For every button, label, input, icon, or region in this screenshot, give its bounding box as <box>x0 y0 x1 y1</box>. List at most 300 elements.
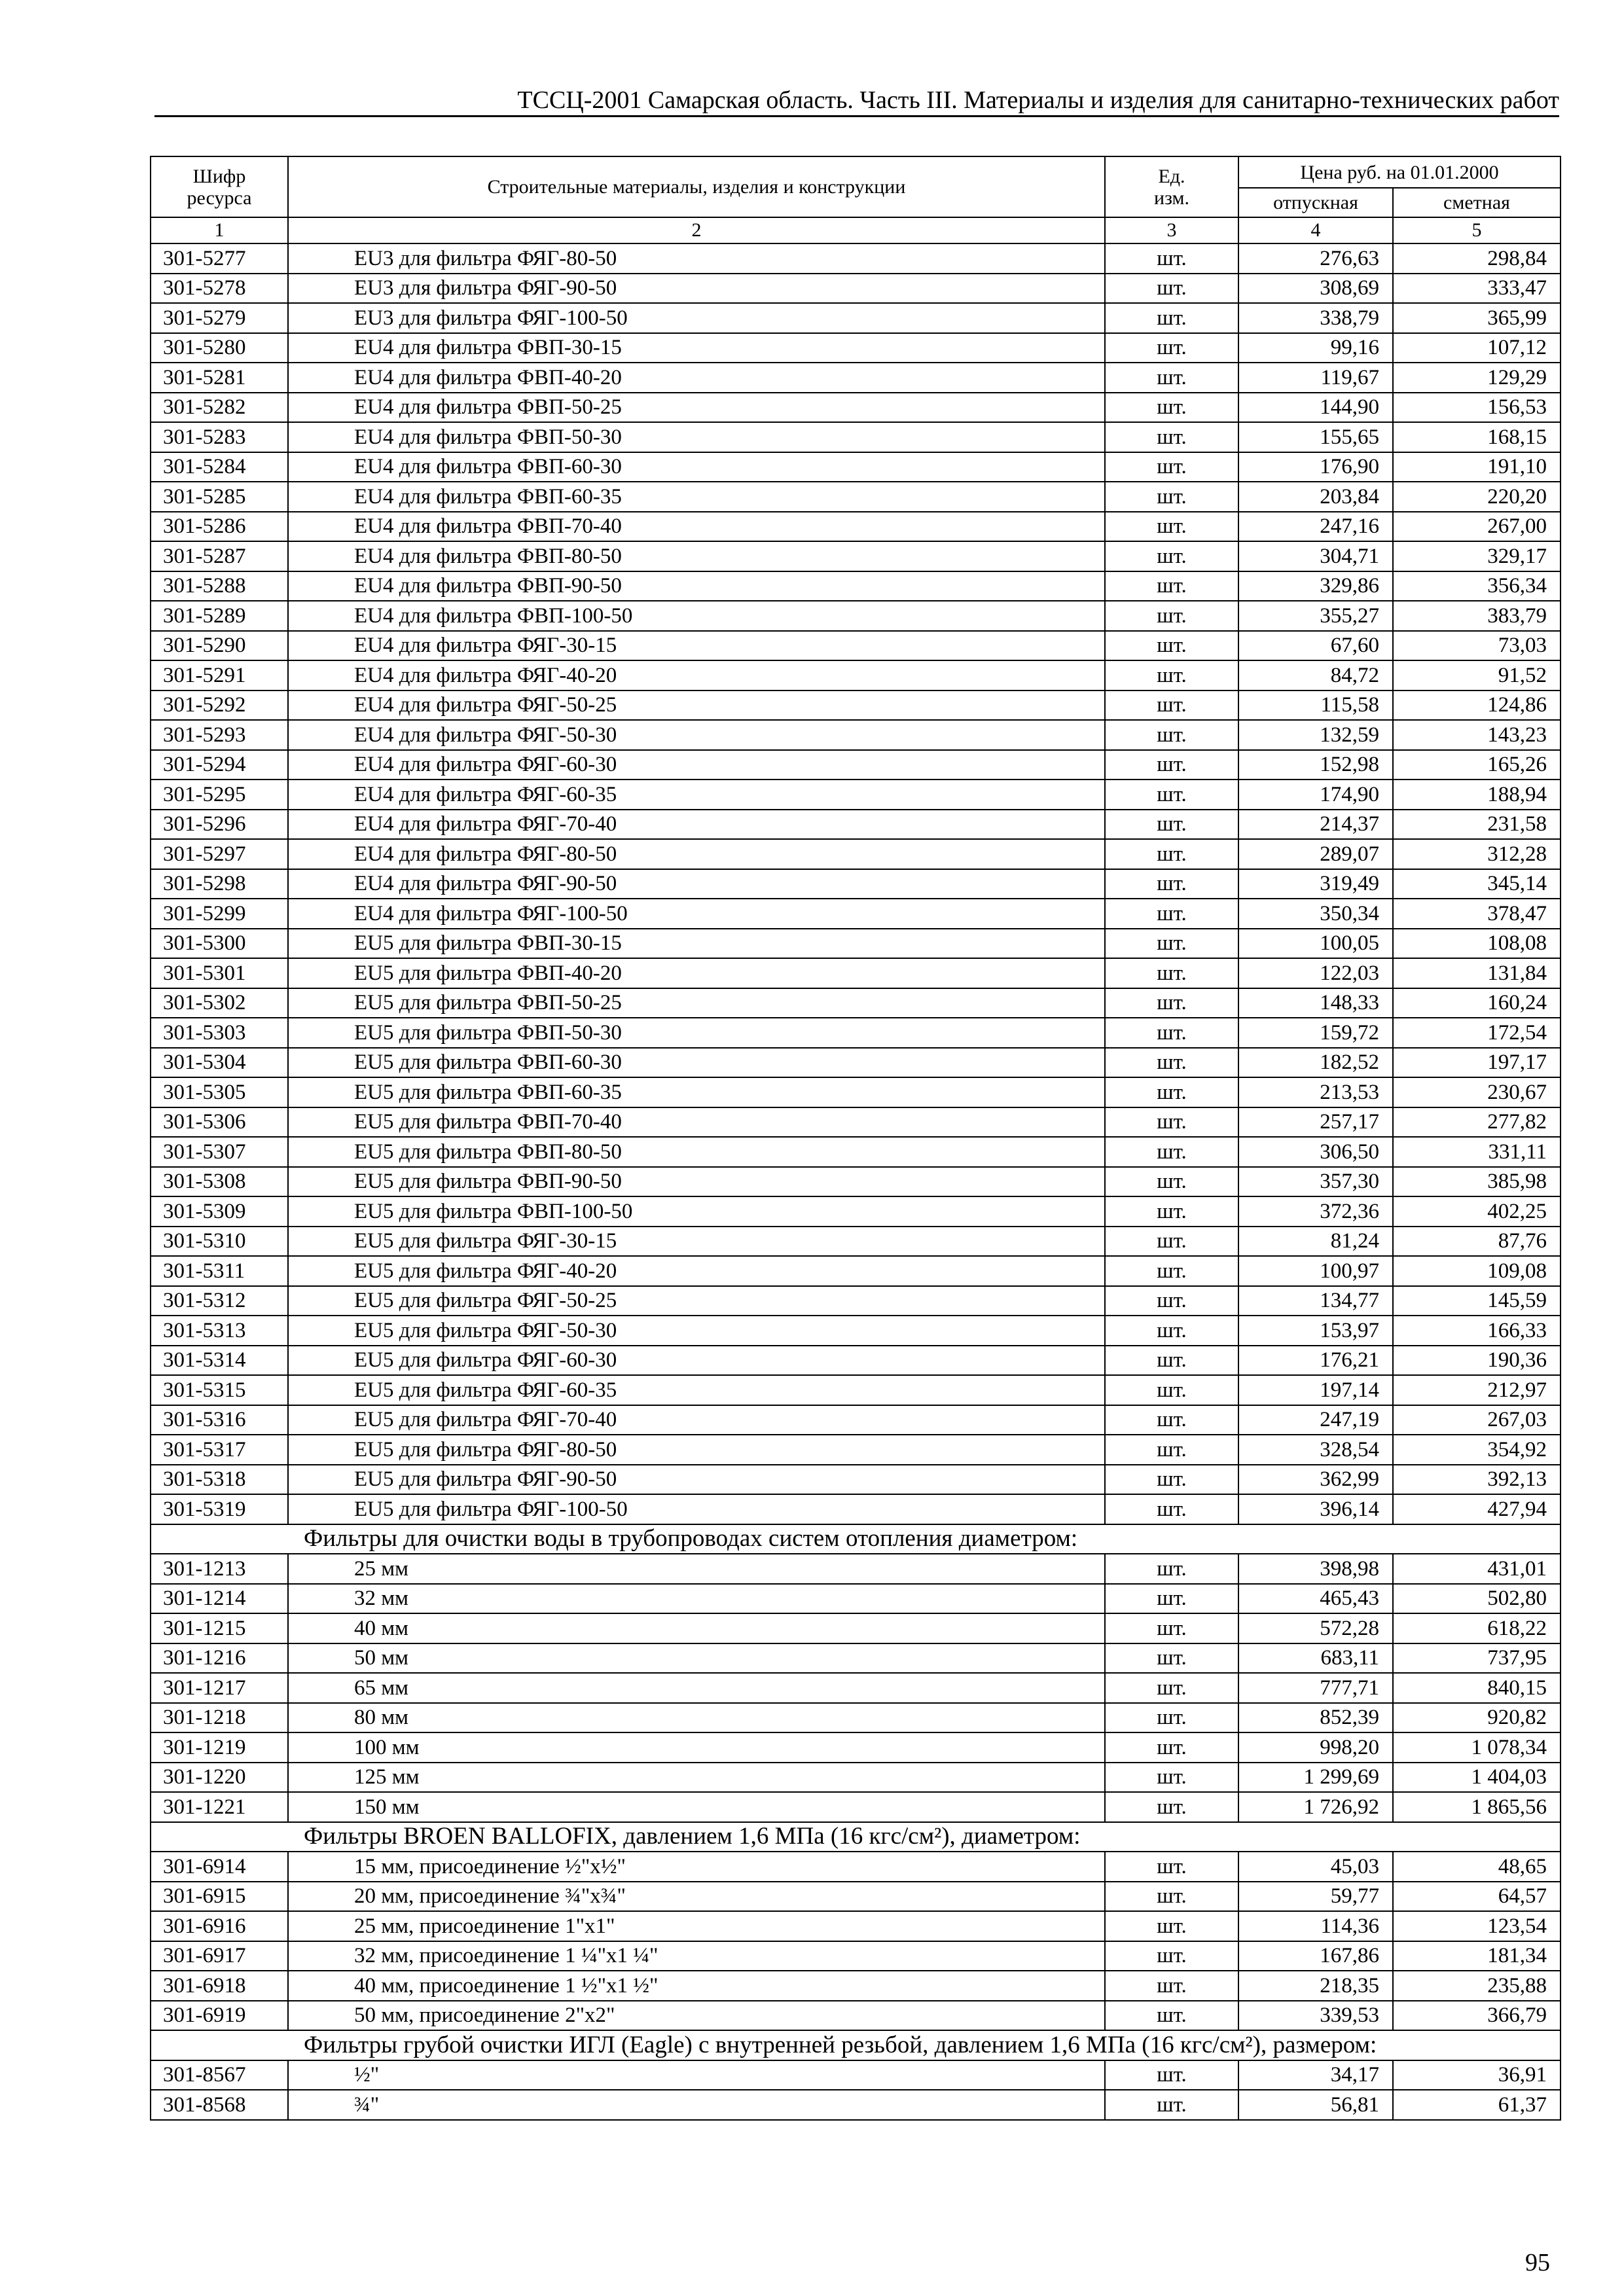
table-row <box>151 393 1561 423</box>
resource-code-cell: 301-5285 <box>151 482 288 512</box>
estimate-price-cell: 124,86 <box>1393 691 1561 721</box>
unit-cell: шт. <box>1105 750 1238 780</box>
material-name-cell: EU4 для фильтра ФВП-60-35 <box>288 482 1105 512</box>
unit-cell: шт. <box>1105 810 1238 840</box>
table-row <box>151 1673 1561 1703</box>
table-row <box>151 1137 1561 1167</box>
release-price-cell: 203,84 <box>1238 482 1393 512</box>
estimate-price-cell: 402,25 <box>1393 1196 1561 1227</box>
unit-cell: шт. <box>1105 2090 1238 2120</box>
unit-cell: шт. <box>1105 839 1238 869</box>
unit-cell: шт. <box>1105 660 1238 691</box>
resource-code-cell: 301-5300 <box>151 929 288 959</box>
material-name-cell: 50 мм, присоединение 2"х2" <box>288 2001 1105 2031</box>
unit-cell: шт. <box>1105 422 1238 452</box>
estimate-price-cell: 298,84 <box>1393 243 1561 274</box>
resource-code-cell: 301-5283 <box>151 422 288 452</box>
unit-cell: шт. <box>1105 899 1238 929</box>
material-name-cell: EU5 для фильтра ФВП-80-50 <box>288 1137 1105 1167</box>
unit-cell: шт. <box>1105 1316 1238 1346</box>
unit-cell: шт. <box>1105 363 1238 393</box>
column-number: 3 <box>1105 217 1238 243</box>
material-name-cell: EU4 для фильтра ФЯГ-50-25 <box>288 691 1105 721</box>
resource-code-cell: 301-5308 <box>151 1167 288 1197</box>
unit-cell: шт. <box>1105 958 1238 988</box>
unit-cell: шт. <box>1105 1613 1238 1643</box>
resource-code-cell: 301-5280 <box>151 333 288 363</box>
unit-cell: шт. <box>1105 601 1238 631</box>
table-row <box>151 1048 1561 1078</box>
material-name-cell: EU5 для фильтра ФЯГ-50-25 <box>288 1286 1105 1316</box>
unit-cell: шт. <box>1105 1256 1238 1286</box>
material-name-cell: 20 мм, присоединение ¾"х¾" <box>288 1882 1105 1912</box>
release-price-cell: 357,30 <box>1238 1167 1393 1197</box>
release-price-cell: 84,72 <box>1238 660 1393 691</box>
table-row <box>151 1107 1561 1138</box>
unit-cell: шт. <box>1105 1911 1238 1941</box>
estimate-price-cell: 267,03 <box>1393 1405 1561 1435</box>
release-price-cell: 67,60 <box>1238 631 1393 661</box>
release-price-cell: 1 726,92 <box>1238 1792 1393 1822</box>
release-price-cell: 115,58 <box>1238 691 1393 721</box>
resource-code-cell: 301-5289 <box>151 601 288 631</box>
material-name-cell: EU4 для фильтра ФЯГ-80-50 <box>288 839 1105 869</box>
release-price-cell: 182,52 <box>1238 1048 1393 1078</box>
column-numbers-row <box>151 217 1561 243</box>
material-name-cell: EU4 для фильтра ФЯГ-100-50 <box>288 899 1105 929</box>
material-name-cell: EU5 для фильтра ФЯГ-90-50 <box>288 1465 1105 1495</box>
estimate-price-cell: 267,00 <box>1393 512 1561 542</box>
resource-code-cell: 301-5277 <box>151 243 288 274</box>
resource-code-cell: 301-5292 <box>151 691 288 721</box>
estimate-price-cell: 618,22 <box>1393 1613 1561 1643</box>
table-row <box>151 1494 1561 1524</box>
material-name-cell: 25 мм <box>288 1554 1105 1584</box>
resource-code-cell: 301-5279 <box>151 303 288 333</box>
resource-code-cell: 301-1217 <box>151 1673 288 1703</box>
table-row <box>151 571 1561 601</box>
release-price-cell: 148,33 <box>1238 988 1393 1018</box>
resource-code-cell: 301-5288 <box>151 571 288 601</box>
release-price-cell: 276,63 <box>1238 243 1393 274</box>
unit-cell: шт. <box>1105 1792 1238 1822</box>
resource-code-cell: 301-5298 <box>151 869 288 899</box>
material-name-cell: 150 мм <box>288 1792 1105 1822</box>
resource-code-cell: 301-6916 <box>151 1911 288 1941</box>
release-price-cell: 159,72 <box>1238 1018 1393 1048</box>
table-row <box>151 512 1561 542</box>
unit-cell: шт. <box>1105 1465 1238 1495</box>
estimate-price-cell: 366,79 <box>1393 2001 1561 2031</box>
resource-code-cell: 301-5313 <box>151 1316 288 1346</box>
estimate-price-cell: 156,53 <box>1393 393 1561 423</box>
resource-code-cell: 301-5319 <box>151 1494 288 1524</box>
unit-cell: шт. <box>1105 1584 1238 1614</box>
material-name-cell: EU5 для фильтра ФВП-90-50 <box>288 1167 1105 1197</box>
estimate-price-cell: 212,97 <box>1393 1375 1561 1405</box>
resource-code-cell: 301-8567 <box>151 2060 288 2090</box>
resource-code-cell: 301-5314 <box>151 1346 288 1376</box>
unit-cell: шт. <box>1105 482 1238 512</box>
table-row <box>151 1613 1561 1643</box>
table-row <box>151 839 1561 869</box>
column-header-code: Шифр ресурса <box>151 156 288 217</box>
estimate-price-cell: 107,12 <box>1393 333 1561 363</box>
resource-code-cell: 301-5318 <box>151 1465 288 1495</box>
table-row <box>151 720 1561 750</box>
release-price-cell: 338,79 <box>1238 303 1393 333</box>
table-row <box>151 660 1561 691</box>
unit-cell: шт. <box>1105 1763 1238 1793</box>
resource-code-cell: 301-5312 <box>151 1286 288 1316</box>
table-row <box>151 1196 1561 1227</box>
unit-cell: шт. <box>1105 1494 1238 1524</box>
material-name-cell: EU4 для фильтра ФВП-90-50 <box>288 571 1105 601</box>
unit-cell: шт. <box>1105 571 1238 601</box>
column-number: 5 <box>1393 217 1561 243</box>
material-name-cell: EU5 для фильтра ФВП-30-15 <box>288 929 1105 959</box>
estimate-price-cell: 145,59 <box>1393 1286 1561 1316</box>
release-price-cell: 398,98 <box>1238 1554 1393 1584</box>
column-header-unit: Ед. изм. <box>1105 156 1238 217</box>
resource-code-cell: 301-6917 <box>151 1941 288 1971</box>
estimate-price-cell: 190,36 <box>1393 1346 1561 1376</box>
material-name-cell: EU5 для фильтра ФЯГ-30-15 <box>288 1227 1105 1257</box>
material-name-cell: EU5 для фильтра ФВП-60-30 <box>288 1048 1105 1078</box>
resource-code-cell: 301-5309 <box>151 1196 288 1227</box>
section-title: Фильтры для очистки воды в трубопроводах систем отопления диаметром: <box>151 1524 1561 1554</box>
table-row <box>151 1882 1561 1912</box>
table-row <box>151 1286 1561 1316</box>
estimate-price-cell: 48,65 <box>1393 1852 1561 1882</box>
unit-cell: шт. <box>1105 1882 1238 1912</box>
estimate-price-cell: 168,15 <box>1393 422 1561 452</box>
resource-code-cell: 301-5307 <box>151 1137 288 1167</box>
release-price-cell: 81,24 <box>1238 1227 1393 1257</box>
estimate-price-cell: 385,98 <box>1393 1167 1561 1197</box>
material-name-cell: 80 мм <box>288 1703 1105 1733</box>
material-name-cell: 25 мм, присоединение 1"х1" <box>288 1911 1105 1941</box>
resource-code-cell: 301-5316 <box>151 1405 288 1435</box>
unit-cell: шт. <box>1105 1137 1238 1167</box>
unit-cell: шт. <box>1105 2060 1238 2090</box>
resource-code-cell: 301-5317 <box>151 1435 288 1465</box>
section-header-row <box>151 1822 1561 1852</box>
resource-code-cell: 301-1213 <box>151 1554 288 1584</box>
table-row <box>151 1703 1561 1733</box>
material-name-cell: EU4 для фильтра ФЯГ-40-20 <box>288 660 1105 691</box>
material-name-cell: EU4 для фильтра ФВП-80-50 <box>288 541 1105 571</box>
release-price-cell: 144,90 <box>1238 393 1393 423</box>
release-price-cell: 99,16 <box>1238 333 1393 363</box>
table-row <box>151 810 1561 840</box>
price-table <box>150 156 1561 2121</box>
material-name-cell: ¾" <box>288 2090 1105 2120</box>
page-title: ТССЦ-2001 Самарская область. Часть III. Материалы и изделия для санитарно-технических работ <box>517 86 1559 114</box>
unit-cell: шт. <box>1105 720 1238 750</box>
release-price-cell: 572,28 <box>1238 1613 1393 1643</box>
material-name-cell: 32 мм <box>288 1584 1105 1614</box>
unit-cell: шт. <box>1105 1018 1238 1048</box>
release-price-cell: 132,59 <box>1238 720 1393 750</box>
estimate-price-cell: 188,94 <box>1393 780 1561 810</box>
material-name-cell: EU5 для фильтра ФЯГ-40-20 <box>288 1256 1105 1286</box>
table-row <box>151 631 1561 661</box>
material-name-cell: EU5 для фильтра ФЯГ-70-40 <box>288 1405 1105 1435</box>
estimate-price-cell: 1 865,56 <box>1393 1792 1561 1822</box>
estimate-price-cell: 172,54 <box>1393 1018 1561 1048</box>
table-row <box>151 1732 1561 1763</box>
column-header-name: Строительные материалы, изделия и конструкции <box>288 156 1105 217</box>
material-name-cell: 65 мм <box>288 1673 1105 1703</box>
release-price-cell: 176,21 <box>1238 1346 1393 1376</box>
unit-cell: шт. <box>1105 1673 1238 1703</box>
unit-cell: шт. <box>1105 1554 1238 1584</box>
estimate-price-cell: 331,11 <box>1393 1137 1561 1167</box>
release-price-cell: 34,17 <box>1238 2060 1393 2090</box>
unit-cell: шт. <box>1105 452 1238 482</box>
unit-cell: шт. <box>1105 243 1238 274</box>
resource-code-cell: 301-5304 <box>151 1048 288 1078</box>
estimate-price-cell: 427,94 <box>1393 1494 1561 1524</box>
release-price-cell: 339,53 <box>1238 2001 1393 2031</box>
table-row <box>151 1911 1561 1941</box>
material-name-cell: 40 мм, присоединение 1 ½"х1 ½" <box>288 1971 1105 2001</box>
release-price-cell: 167,86 <box>1238 1941 1393 1971</box>
unit-cell: шт. <box>1105 512 1238 542</box>
unit-cell: шт. <box>1105 274 1238 304</box>
resource-code-cell: 301-5278 <box>151 274 288 304</box>
estimate-price-cell: 36,91 <box>1393 2060 1561 2090</box>
estimate-price-cell: 356,34 <box>1393 571 1561 601</box>
estimate-price-cell: 312,28 <box>1393 839 1561 869</box>
estimate-price-cell: 1 078,34 <box>1393 1732 1561 1763</box>
table-row <box>151 274 1561 304</box>
estimate-price-cell: 109,08 <box>1393 1256 1561 1286</box>
estimate-price-cell: 165,26 <box>1393 750 1561 780</box>
release-price-cell: 152,98 <box>1238 750 1393 780</box>
table-row <box>151 333 1561 363</box>
estimate-price-cell: 354,92 <box>1393 1435 1561 1465</box>
unit-cell: шт. <box>1105 1852 1238 1882</box>
resource-code-cell: 301-5315 <box>151 1375 288 1405</box>
resource-code-cell: 301-1219 <box>151 1732 288 1763</box>
release-price-cell: 683,11 <box>1238 1643 1393 1674</box>
table-row <box>151 691 1561 721</box>
material-name-cell: EU4 для фильтра ФЯГ-90-50 <box>288 869 1105 899</box>
table-row <box>151 541 1561 571</box>
material-name-cell: 125 мм <box>288 1763 1105 1793</box>
material-name-cell: EU4 для фильтра ФЯГ-60-35 <box>288 780 1105 810</box>
table-row <box>151 988 1561 1018</box>
table-row <box>151 422 1561 452</box>
table-row <box>151 1316 1561 1346</box>
estimate-price-cell: 1 404,03 <box>1393 1763 1561 1793</box>
estimate-price-cell: 230,67 <box>1393 1077 1561 1107</box>
table-row <box>151 2001 1561 2031</box>
material-name-cell: EU4 для фильтра ФВП-50-30 <box>288 422 1105 452</box>
material-name-cell: 100 мм <box>288 1732 1105 1763</box>
material-name-cell: EU3 для фильтра ФЯГ-90-50 <box>288 274 1105 304</box>
table-row <box>151 750 1561 780</box>
section-title: Фильтры грубой очистки ИГЛ (Eagle) с внутренней резьбой, давлением 1,6 МПа (16 кгс/см²), размером: <box>151 2030 1561 2060</box>
resource-code-cell: 301-5286 <box>151 512 288 542</box>
material-name-cell: EU5 для фильтра ФВП-50-30 <box>288 1018 1105 1048</box>
table-row <box>151 1167 1561 1197</box>
unit-cell: шт. <box>1105 1375 1238 1405</box>
material-name-cell: EU3 для фильтра ФЯГ-100-50 <box>288 303 1105 333</box>
estimate-price-cell: 160,24 <box>1393 988 1561 1018</box>
material-name-cell: ½" <box>288 2060 1105 2090</box>
estimate-price-cell: 108,08 <box>1393 929 1561 959</box>
material-name-cell: EU4 для фильтра ФЯГ-60-30 <box>288 750 1105 780</box>
table-row <box>151 1941 1561 1971</box>
release-price-cell: 214,37 <box>1238 810 1393 840</box>
page-header <box>154 86 1559 117</box>
material-name-cell: EU4 для фильтра ФВП-60-30 <box>288 452 1105 482</box>
column-header-release-price: отпускная <box>1238 188 1393 217</box>
release-price-cell: 119,67 <box>1238 363 1393 393</box>
table-row <box>151 1435 1561 1465</box>
estimate-price-cell: 91,52 <box>1393 660 1561 691</box>
release-price-cell: 218,35 <box>1238 1971 1393 2001</box>
table-row <box>151 482 1561 512</box>
resource-code-cell: 301-5302 <box>151 988 288 1018</box>
unit-cell: шт. <box>1105 1405 1238 1435</box>
estimate-price-cell: 345,14 <box>1393 869 1561 899</box>
resource-code-cell: 301-5311 <box>151 1256 288 1286</box>
unit-cell: шт. <box>1105 988 1238 1018</box>
resource-code-cell: 301-6915 <box>151 1882 288 1912</box>
release-price-cell: 247,19 <box>1238 1405 1393 1435</box>
resource-code-cell: 301-1216 <box>151 1643 288 1674</box>
material-name-cell: 40 мм <box>288 1613 1105 1643</box>
column-number: 4 <box>1238 217 1393 243</box>
material-name-cell: EU4 для фильтра ФВП-30-15 <box>288 333 1105 363</box>
table-row <box>151 1643 1561 1674</box>
estimate-price-cell: 64,57 <box>1393 1882 1561 1912</box>
unit-cell: шт. <box>1105 1643 1238 1674</box>
estimate-price-cell: 365,99 <box>1393 303 1561 333</box>
estimate-price-cell: 383,79 <box>1393 601 1561 631</box>
release-price-cell: 257,17 <box>1238 1107 1393 1138</box>
resource-code-cell: 301-5295 <box>151 780 288 810</box>
resource-code-cell: 301-1215 <box>151 1613 288 1643</box>
unit-cell: шт. <box>1105 1971 1238 2001</box>
section-title: Фильтры BROEN BALLOFIX, давлением 1,6 МПа (16 кгс/см²), диаметром: <box>151 1822 1561 1852</box>
estimate-price-cell: 235,88 <box>1393 1971 1561 2001</box>
table-row <box>151 1763 1561 1793</box>
resource-code-cell: 301-5281 <box>151 363 288 393</box>
release-price-cell: 308,69 <box>1238 274 1393 304</box>
resource-code-cell: 301-5297 <box>151 839 288 869</box>
release-price-cell: 56,81 <box>1238 2090 1393 2120</box>
material-name-cell: EU5 для фильтра ФВП-60-35 <box>288 1077 1105 1107</box>
estimate-price-cell: 123,54 <box>1393 1911 1561 1941</box>
release-price-cell: 852,39 <box>1238 1703 1393 1733</box>
material-name-cell: EU5 для фильтра ФЯГ-50-30 <box>288 1316 1105 1346</box>
release-price-cell: 362,99 <box>1238 1465 1393 1495</box>
section-header-row <box>151 1524 1561 1554</box>
release-price-cell: 134,77 <box>1238 1286 1393 1316</box>
unit-cell: шт. <box>1105 1077 1238 1107</box>
unit-cell: шт. <box>1105 1107 1238 1138</box>
material-name-cell: EU4 для фильтра ФВП-100-50 <box>288 601 1105 631</box>
unit-cell: шт. <box>1105 1048 1238 1078</box>
estimate-price-cell: 181,34 <box>1393 1941 1561 1971</box>
resource-code-cell: 301-5294 <box>151 750 288 780</box>
release-price-cell: 100,97 <box>1238 1256 1393 1286</box>
estimate-price-cell: 73,03 <box>1393 631 1561 661</box>
resource-code-cell: 301-5293 <box>151 720 288 750</box>
release-price-cell: 998,20 <box>1238 1732 1393 1763</box>
unit-cell: шт. <box>1105 2001 1238 2031</box>
unit-cell: шт. <box>1105 333 1238 363</box>
release-price-cell: 319,49 <box>1238 869 1393 899</box>
resource-code-cell: 301-5291 <box>151 660 288 691</box>
resource-code-cell: 301-6919 <box>151 2001 288 2031</box>
release-price-cell: 122,03 <box>1238 958 1393 988</box>
table-row <box>151 1465 1561 1495</box>
column-header-estimate-price: сметная <box>1393 188 1561 217</box>
unit-cell: шт. <box>1105 303 1238 333</box>
material-name-cell: EU5 для фильтра ФЯГ-60-30 <box>288 1346 1105 1376</box>
material-name-cell: 15 мм, присоединение ½"х½" <box>288 1852 1105 1882</box>
release-price-cell: 247,16 <box>1238 512 1393 542</box>
table-row <box>151 1077 1561 1107</box>
table-row <box>151 1018 1561 1048</box>
release-price-cell: 289,07 <box>1238 839 1393 869</box>
unit-cell: шт. <box>1105 1286 1238 1316</box>
material-name-cell: EU5 для фильтра ФЯГ-80-50 <box>288 1435 1105 1465</box>
estimate-price-cell: 197,17 <box>1393 1048 1561 1078</box>
resource-code-cell: 301-5287 <box>151 541 288 571</box>
estimate-price-cell: 220,20 <box>1393 482 1561 512</box>
unit-cell: шт. <box>1105 1732 1238 1763</box>
table-row <box>151 1346 1561 1376</box>
release-price-cell: 329,86 <box>1238 571 1393 601</box>
release-price-cell: 396,14 <box>1238 1494 1393 1524</box>
release-price-cell: 372,36 <box>1238 1196 1393 1227</box>
estimate-price-cell: 143,23 <box>1393 720 1561 750</box>
estimate-price-cell: 61,37 <box>1393 2090 1561 2120</box>
estimate-price-cell: 231,58 <box>1393 810 1561 840</box>
unit-cell: шт. <box>1105 631 1238 661</box>
release-price-cell: 304,71 <box>1238 541 1393 571</box>
table-row <box>151 303 1561 333</box>
table-row <box>151 1971 1561 2001</box>
resource-code-cell: 301-8568 <box>151 2090 288 2120</box>
unit-cell: шт. <box>1105 1196 1238 1227</box>
material-name-cell: EU4 для фильтра ФВП-40-20 <box>288 363 1105 393</box>
table-body <box>151 243 1561 2120</box>
material-name-cell: EU4 для фильтра ФЯГ-30-15 <box>288 631 1105 661</box>
page-number: 95 <box>1525 2249 1550 2276</box>
estimate-price-cell: 737,95 <box>1393 1643 1561 1674</box>
table-row <box>151 1227 1561 1257</box>
resource-code-cell: 301-6918 <box>151 1971 288 2001</box>
section-header-row <box>151 2030 1561 2060</box>
resource-code-cell: 301-1221 <box>151 1792 288 1822</box>
estimate-price-cell: 129,29 <box>1393 363 1561 393</box>
table-row <box>151 2090 1561 2120</box>
resource-code-cell: 301-5306 <box>151 1107 288 1138</box>
table-row <box>151 601 1561 631</box>
estimate-price-cell: 840,15 <box>1393 1673 1561 1703</box>
table-row <box>151 363 1561 393</box>
release-price-cell: 45,03 <box>1238 1852 1393 1882</box>
unit-cell: шт. <box>1105 1435 1238 1465</box>
